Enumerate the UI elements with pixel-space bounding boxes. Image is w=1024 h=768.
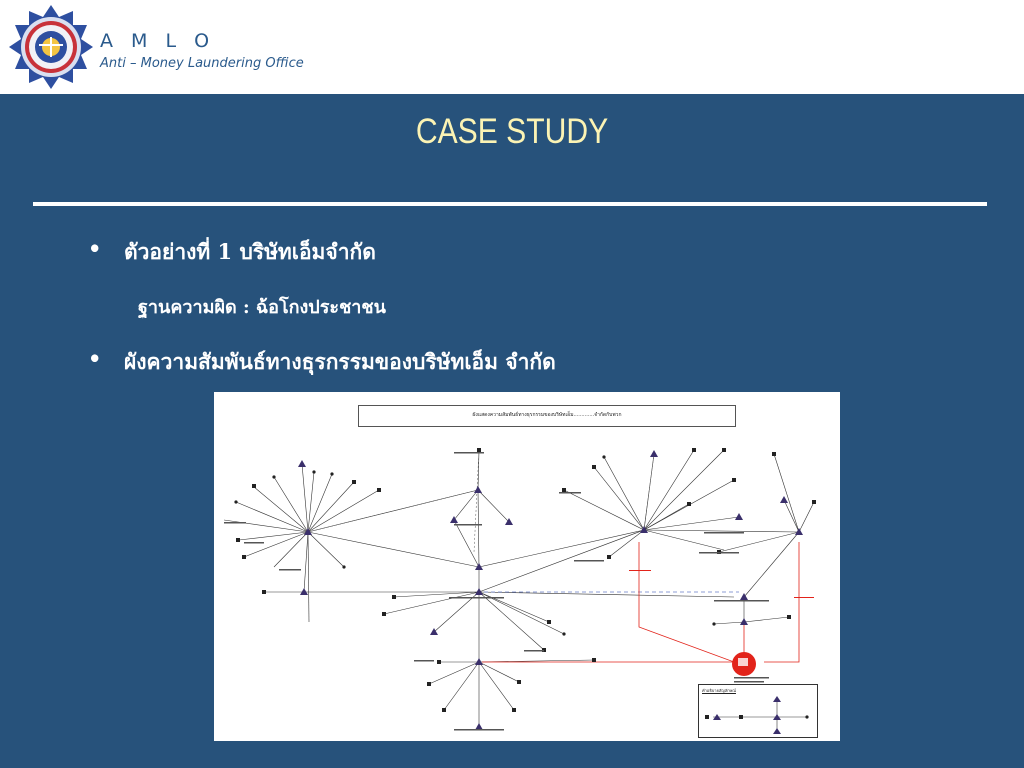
amlo-seal-icon xyxy=(8,4,94,90)
bullet-text: ตัวอย่างที่ 1 บริษัทเอ็มจำกัด xyxy=(124,239,376,264)
legend-title: คำอธิบายสัญลักษณ์ xyxy=(702,688,736,693)
relationship-diagram xyxy=(214,392,840,741)
slide-title: CASE STUDY xyxy=(415,112,609,151)
diagram-title: ผังแสดงความสัมพันธ์ทางธุรกรรมของบริษัทเอ็ม.............จำกัดกับพวก xyxy=(472,412,622,418)
header-bar xyxy=(0,0,1024,94)
bullet-marker: • xyxy=(88,346,102,371)
title-divider xyxy=(33,202,987,206)
bullet-marker: • xyxy=(88,236,102,261)
legend-graph xyxy=(699,685,817,737)
bullet-subtext: ฐานความผิด : ฉ้อโกงประชาชน xyxy=(138,297,386,318)
org-abbreviation: A M L O xyxy=(100,30,216,52)
slide-body xyxy=(0,94,1024,768)
bullet-text: ผังความสัมพันธ์ทางธุรกรรมของบริษัทเอ็ม จำกัด xyxy=(124,349,556,374)
diagram-legend xyxy=(698,684,818,738)
org-full-name: Anti – Money Laundering Office xyxy=(100,56,304,71)
